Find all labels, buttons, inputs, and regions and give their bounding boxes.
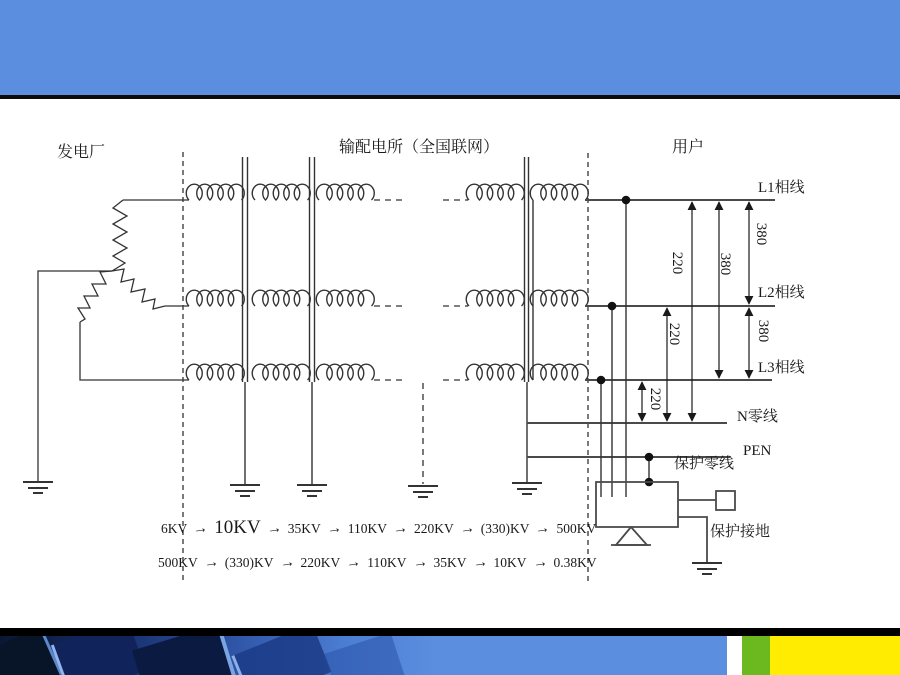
voltage-step: 500KV bbox=[158, 555, 198, 570]
monitor-shape bbox=[0, 636, 63, 675]
voltage-step: 220KV bbox=[413, 521, 454, 536]
voltage-step: 10KV bbox=[214, 517, 261, 538]
voltage-label-380: 380 bbox=[753, 222, 769, 246]
arrow-right-icon: → bbox=[534, 520, 552, 538]
coil bbox=[530, 184, 588, 200]
junction-dot bbox=[622, 196, 631, 205]
voltage-label-220: 220 bbox=[666, 322, 682, 346]
voltage-step: 0.38KV bbox=[553, 555, 597, 570]
label-power-plant: 发电厂 bbox=[57, 144, 106, 161]
arrow-right-icon: → bbox=[192, 520, 210, 538]
intermediate-ground-symbol bbox=[408, 486, 438, 497]
generator-ground-symbol bbox=[23, 482, 53, 493]
footer-divider-bar bbox=[0, 628, 900, 636]
generator-winding-b bbox=[78, 271, 112, 322]
pe-terminal-square bbox=[716, 491, 735, 510]
generator-neutral-wire bbox=[38, 271, 112, 481]
voltage-step: (330)KV bbox=[224, 555, 274, 570]
arrow-right-icon: → bbox=[531, 554, 549, 572]
arrow-right-icon: → bbox=[471, 554, 489, 572]
appliance-box bbox=[596, 482, 678, 527]
junction-dot bbox=[645, 453, 654, 462]
voltage-label-380: 380 bbox=[717, 252, 733, 276]
arrow-right-icon: → bbox=[265, 520, 283, 538]
voltage-step: 110KV bbox=[347, 521, 387, 536]
generator-phase-b-wire bbox=[80, 322, 189, 380]
voltage-step-down-chain bbox=[158, 555, 597, 572]
coil bbox=[466, 184, 524, 200]
footer-green-bar bbox=[742, 636, 770, 675]
protective-earth-ground-symbol bbox=[692, 563, 722, 574]
voltage-label-220: 220 bbox=[647, 387, 663, 411]
monitor-shape bbox=[51, 636, 146, 675]
label-substation: 输配电所（全国联网） bbox=[339, 139, 500, 156]
arrow-right-icon: → bbox=[325, 520, 343, 538]
coil bbox=[530, 290, 588, 306]
coil bbox=[316, 184, 374, 200]
label-protective-neutral: 保护零线 bbox=[674, 456, 735, 472]
voltage-step: 500KV bbox=[556, 521, 597, 536]
coil bbox=[252, 364, 310, 380]
junction-dot bbox=[608, 302, 617, 311]
arrow-right-icon: → bbox=[391, 520, 409, 538]
arrow-right-icon: → bbox=[411, 554, 429, 572]
monitor-shape bbox=[132, 636, 236, 675]
appliance-stand-triangle bbox=[616, 527, 647, 545]
label-l2-line: L2相线 bbox=[758, 285, 805, 301]
transformer3-ground-symbol bbox=[512, 483, 542, 494]
voltage-step: 35KV bbox=[433, 555, 467, 570]
transformer1-ground-symbol bbox=[230, 485, 260, 496]
coil bbox=[252, 290, 310, 306]
label-l1-line: L1相线 bbox=[758, 180, 805, 196]
voltage-label-220: 220 bbox=[669, 251, 685, 275]
coil bbox=[186, 290, 244, 306]
coil bbox=[316, 290, 374, 306]
label-users: 用户 bbox=[672, 139, 705, 156]
label-l3-line: L3相线 bbox=[758, 360, 805, 376]
junction-dot bbox=[597, 376, 606, 385]
generator-windings bbox=[38, 200, 189, 481]
label-n-line: N零线 bbox=[737, 409, 778, 425]
footer-photo-montage bbox=[0, 636, 727, 675]
coil bbox=[186, 364, 244, 380]
protective-earth-wire bbox=[678, 517, 707, 562]
coil bbox=[466, 290, 524, 306]
generator-winding-c bbox=[112, 269, 165, 309]
arrow-right-icon: → bbox=[458, 520, 476, 538]
coil bbox=[252, 184, 310, 200]
coil bbox=[186, 184, 244, 200]
coil bbox=[530, 364, 588, 380]
transformer2-ground-symbol bbox=[297, 485, 327, 496]
voltage-step-up-chain bbox=[161, 517, 596, 539]
voltage-step: 110KV bbox=[367, 555, 407, 570]
footer-yellow-bar bbox=[770, 636, 900, 675]
voltage-step: 35KV bbox=[287, 521, 321, 536]
arrow-right-icon: → bbox=[202, 554, 220, 572]
coil bbox=[316, 364, 374, 380]
label-protective-earth: 保护接地 bbox=[710, 524, 771, 540]
monitor-shape bbox=[231, 636, 331, 675]
generator-winding-a bbox=[112, 200, 127, 271]
voltage-step: 10KV bbox=[493, 555, 527, 570]
arrow-right-icon: → bbox=[345, 554, 363, 572]
label-pen-line: PEN bbox=[743, 443, 772, 459]
voltage-step: (330)KV bbox=[480, 521, 530, 536]
monitor-shape bbox=[324, 636, 406, 675]
voltage-label-380: 380 bbox=[755, 319, 771, 343]
voltage-step: 220KV bbox=[300, 555, 341, 570]
coil bbox=[466, 364, 524, 380]
voltage-step: 6KV bbox=[161, 521, 188, 536]
arrow-right-icon: → bbox=[278, 554, 296, 572]
